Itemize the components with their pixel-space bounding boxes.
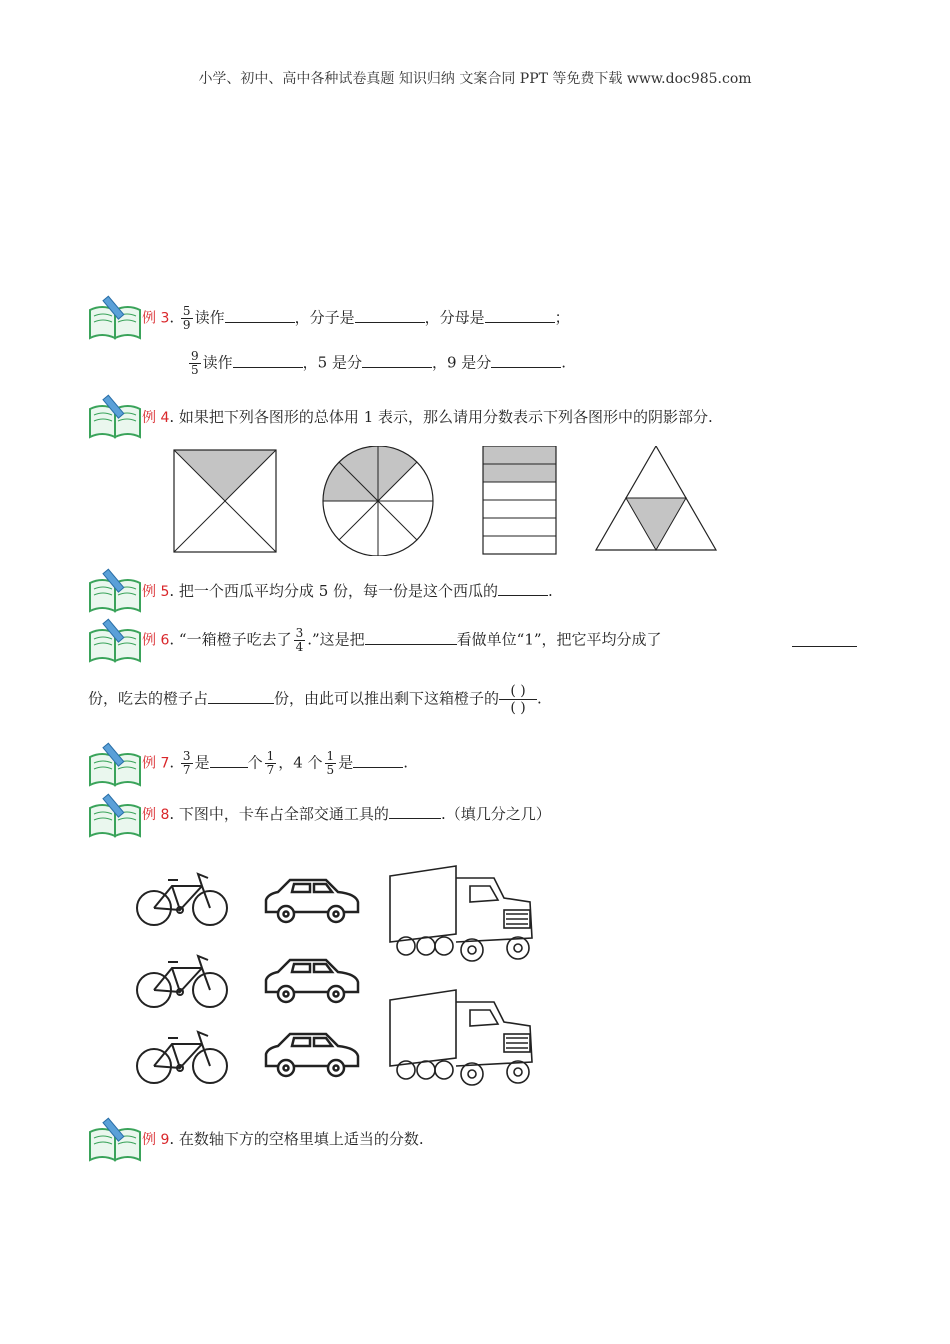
dot: . [169, 408, 175, 426]
answer-blank[interactable] [225, 308, 295, 323]
text: 读作 [194, 308, 225, 327]
text: 是 [194, 753, 210, 772]
text: ，5 是分 [302, 353, 362, 372]
question-text: 如果把下列各图形的总体用 1 表示，那么请用分数表示下列各图形中的阴影部分. [178, 408, 713, 426]
bicycle [137, 1032, 227, 1083]
bicycle [137, 956, 227, 1007]
example-label: 例 3 [142, 310, 170, 327]
answer-blank[interactable] [491, 353, 561, 368]
text: 个 [247, 753, 263, 772]
circle-figure [323, 446, 433, 556]
dot: . [169, 805, 175, 823]
book-icon [88, 294, 142, 340]
example-label: 例 6 [142, 632, 170, 649]
example-label: 例 5 [142, 584, 170, 600]
answer-blank[interactable] [498, 581, 548, 596]
bicycle [137, 874, 227, 925]
text: . [548, 582, 553, 600]
book-icon [88, 1116, 142, 1162]
question-text: 下图中，卡车占全部交通工具的 [178, 805, 389, 823]
book-icon [88, 617, 142, 663]
text: . [403, 753, 408, 772]
text: 看做单位“1”，把它平均分成了 [456, 630, 662, 649]
answer-blank[interactable] [210, 753, 248, 768]
example-label: 例 8 [142, 807, 170, 823]
fraction: $\frac{5}{9}$ [182, 304, 191, 332]
text: .”这是把 [307, 630, 365, 649]
fraction: $\frac{1}{7}$ [266, 749, 275, 777]
text: ，分子是 [294, 308, 355, 327]
car [266, 1034, 358, 1076]
text: 份，由此可以推出剩下这箱橙子的 [274, 689, 500, 708]
example-label: 例 9 [142, 1132, 170, 1148]
book-icon [88, 393, 142, 439]
text: ； [554, 308, 570, 327]
text: ，分母是 [424, 308, 485, 327]
text: .（填几分之几） [440, 805, 551, 823]
answer-blank[interactable] [355, 308, 425, 323]
text: 份，吃去的橙子占 [88, 689, 209, 708]
text: . [537, 689, 542, 708]
dot: . [169, 753, 175, 772]
truck [390, 990, 532, 1085]
fraction: $\frac{9}{5}$ [191, 349, 199, 377]
book-icon [88, 741, 142, 787]
question-text: 在数轴下方的空格里填上适当的分数. [178, 1130, 424, 1148]
strip-figure [483, 446, 556, 554]
answer-blank[interactable] [792, 632, 857, 647]
triangle-figure [596, 446, 716, 550]
text: 读作 [202, 353, 233, 372]
book-icon [88, 792, 142, 838]
fraction: $\frac{1}{5}$ [326, 749, 335, 777]
answer-blank[interactable] [389, 804, 441, 819]
fraction: $\frac{3}{7}$ [182, 749, 191, 777]
dot: . [169, 582, 175, 600]
answer-blank[interactable] [365, 630, 457, 645]
question-text: 把一个西瓜平均分成 5 份，每一份是这个西瓜的 [178, 582, 499, 600]
question-text: “一箱橙子吃去了 [178, 630, 292, 649]
text: . [561, 353, 567, 372]
car [266, 880, 358, 922]
book-icon [88, 567, 142, 613]
example-label: 例 4 [142, 410, 170, 426]
text: ，4 个 [278, 753, 323, 772]
answer-blank[interactable] [353, 753, 403, 768]
square-figure [174, 450, 276, 552]
vehicles-picture [130, 860, 540, 1092]
answer-blank[interactable] [233, 353, 303, 368]
fraction-answer-box[interactable]: ( ) ( ) [499, 683, 537, 716]
truck [390, 866, 532, 961]
dot: . [169, 630, 175, 649]
answer-blank[interactable] [485, 308, 555, 323]
shaded-figures [170, 446, 730, 556]
answer-blank[interactable] [208, 689, 274, 704]
page-header: 小学、初中、高中各种试卷真题 知识归纳 文案合同 PPT 等免费下载 www.doc985.com [198, 71, 752, 87]
answer-blank[interactable] [362, 353, 432, 368]
text: ，9 是分 [431, 353, 492, 372]
example-label: 例 7 [142, 755, 170, 772]
car [266, 960, 358, 1002]
text: 是 [338, 753, 354, 772]
fraction: $\frac{3}{4}$ [295, 626, 304, 654]
dot: . [169, 1130, 175, 1148]
dot: . [169, 308, 175, 327]
